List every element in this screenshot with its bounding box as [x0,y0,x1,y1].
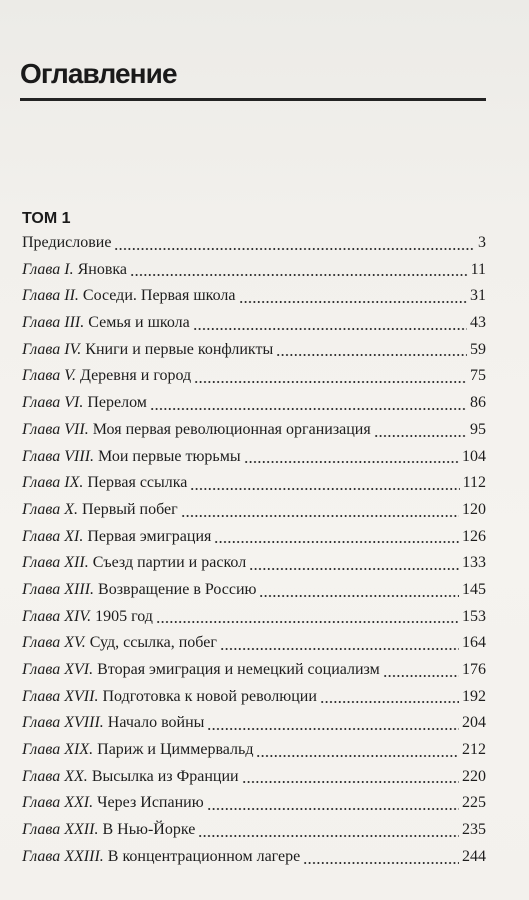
chapter-title: Семья и школа [88,314,190,332]
chapter-title: Первый побег [82,500,178,518]
page-number: 192 [462,687,486,705]
toc-entry [22,630,486,657]
chapter-label: Глава XXII. [22,821,99,839]
page-number: 164 [462,634,486,652]
chapter-title: Вторая эмиграция и немецкий социализм [97,661,380,678]
page-title: Оглавление [20,58,177,89]
toc-entry [22,657,486,684]
dot-leader [181,515,459,517]
chapter-label: Глава IX. [22,474,84,492]
page-number: 95 [470,420,486,438]
dot-leader [207,808,459,810]
chapter-label: Глава VII. [22,420,89,438]
chapter-label: Глава I. [22,260,74,278]
chapter-label: Глава III. [22,314,85,332]
entry-text [22,817,195,844]
page-number: 145 [462,580,486,598]
entry-text [22,390,147,417]
chapter-title: Соседи. Первая школа [82,287,236,305]
page-number: 133 [462,554,486,572]
dot-leader [244,461,459,463]
dot-leader [198,835,459,837]
entry-text [22,470,187,497]
chapter-title: Съезд партии и раскол [92,554,247,572]
toc-entry [22,577,486,604]
chapter-label: Глава V. [22,367,76,385]
dot-leader [320,701,459,703]
dot-leader [276,354,467,356]
page-number: 3 [478,234,486,251]
page-number: 153 [462,607,486,625]
chapter-title: Предисловие [22,234,112,251]
entry-text [22,337,273,364]
dot-leader [194,381,467,383]
toc-entry [22,283,486,310]
chapter-label: Глава XXIII. [22,847,104,865]
chapter-title: Яновка [77,260,128,278]
entry-text [22,257,127,284]
chapter-title: Мои первые тюрьмы [98,447,241,465]
entry-text [22,497,178,524]
chapter-label: Глава II. [22,287,79,305]
page-number: 212 [462,741,486,759]
toc-entry [22,790,486,817]
chapter-label: Глава XI. [22,527,84,545]
chapter-title: Перелом [87,394,147,412]
toc-entry [22,497,486,524]
chapter-title: Подготовка к новой революции [102,687,317,705]
chapter-label: Глава XIV. [22,607,92,625]
chapter-title: Начало войны [107,714,205,732]
entry-text [22,363,191,390]
entry-text [22,657,380,684]
dot-leader [256,755,459,757]
chapter-label: Глава XVI. [22,661,94,678]
entry-text [22,604,153,631]
chapter-title: Высылка из Франции [91,767,239,785]
toc-entry [22,710,486,737]
chapter-label: Глава XIII. [22,580,95,598]
page-number: 31 [470,287,486,305]
dot-leader [156,621,459,623]
dot-leader [249,568,459,570]
dot-leader [383,675,459,677]
toc-entry [22,737,486,764]
toc-entry [22,230,486,257]
toc-entry [22,604,486,631]
page-number: 86 [470,394,486,412]
entry-text [22,577,256,604]
toc-entry [22,550,486,577]
toc-entry [22,524,486,551]
dot-leader [130,274,468,276]
chapter-title: Париж и Циммервальд [97,741,254,759]
entry-text [22,737,253,764]
dot-leader [242,781,459,783]
volume-heading: ТОМ 1 [22,210,71,227]
toc-entry [22,444,486,471]
page-number: 244 [462,847,486,865]
toc-entry [22,844,486,871]
dot-leader [214,541,459,543]
chapter-label: Глава XVIII. [22,714,104,732]
chapter-label: Глава XXI. [22,794,94,812]
chapter-label: Глава IV. [22,340,82,358]
toc-list [22,230,486,871]
page-number: 11 [470,260,486,278]
chapter-title: Книги и первые конфликты [85,340,274,358]
page-number: 104 [462,447,486,465]
chapter-title: 1905 год [95,607,153,625]
chapter-label: Глава XII. [22,554,89,572]
page-number: 59 [470,340,486,358]
toc-entry [22,337,486,364]
entry-text [22,550,246,577]
dot-leader [239,301,468,303]
entry-text [22,790,204,817]
chapter-title: Суд, ссылка, побег [89,634,217,652]
chapter-title: В концентрационном лагере [107,847,301,865]
dot-leader [303,862,459,864]
toc-entry [22,684,486,711]
page-number: 75 [470,367,486,385]
dot-leader [259,595,459,597]
dot-leader [190,488,459,490]
entry-text [22,417,371,444]
chapter-label: Глава XIX. [22,741,94,759]
toc-entry [22,417,486,444]
chapter-title: Через Испанию [97,794,204,812]
chapter-label: Глава VI. [22,394,84,412]
dot-leader [193,328,467,330]
dot-leader [220,648,459,650]
page-number: 126 [462,527,486,545]
entry-text [22,444,241,471]
chapter-label: Глава XVII. [22,687,99,705]
toc-entry [22,310,486,337]
page-number: 120 [462,500,486,518]
dot-leader [374,435,467,437]
title-rule [20,98,486,101]
chapter-title: В Нью-Йорке [102,821,196,839]
page-number: 112 [462,474,486,492]
entry-text [22,684,317,711]
page-number: 225 [462,794,486,812]
chapter-title: Деревня и город [79,367,192,385]
toc-entry [22,363,486,390]
entry-text [22,230,111,257]
entry-text [22,283,236,310]
entry-text [22,764,239,791]
page-number: 220 [462,767,486,785]
toc-entry [22,470,486,497]
chapter-label: Глава X. [22,500,79,518]
toc-entry [22,764,486,791]
entry-text [22,710,204,737]
toc-entry [22,390,486,417]
dot-leader [207,728,459,730]
page-number: 43 [470,314,486,332]
entry-text [22,630,217,657]
entry-text [22,524,211,551]
toc-entry [22,257,486,284]
entry-text [22,310,190,337]
dot-leader [114,248,475,250]
chapter-title: Первая эмиграция [87,527,212,545]
page-number: 235 [462,821,486,839]
chapter-title: Моя первая революционная организация [92,420,371,438]
chapter-title: Первая ссылка [87,474,188,492]
toc-entry [22,817,486,844]
chapter-label: Глава XV. [22,634,86,652]
entry-text [22,844,300,871]
page-number: 204 [462,714,486,732]
page-number: 176 [462,661,486,678]
chapter-title: Возвращение в Россию [98,580,257,598]
chapter-label: Глава VIII. [22,447,95,465]
dot-leader [150,408,467,410]
chapter-label: Глава XX. [22,767,88,785]
